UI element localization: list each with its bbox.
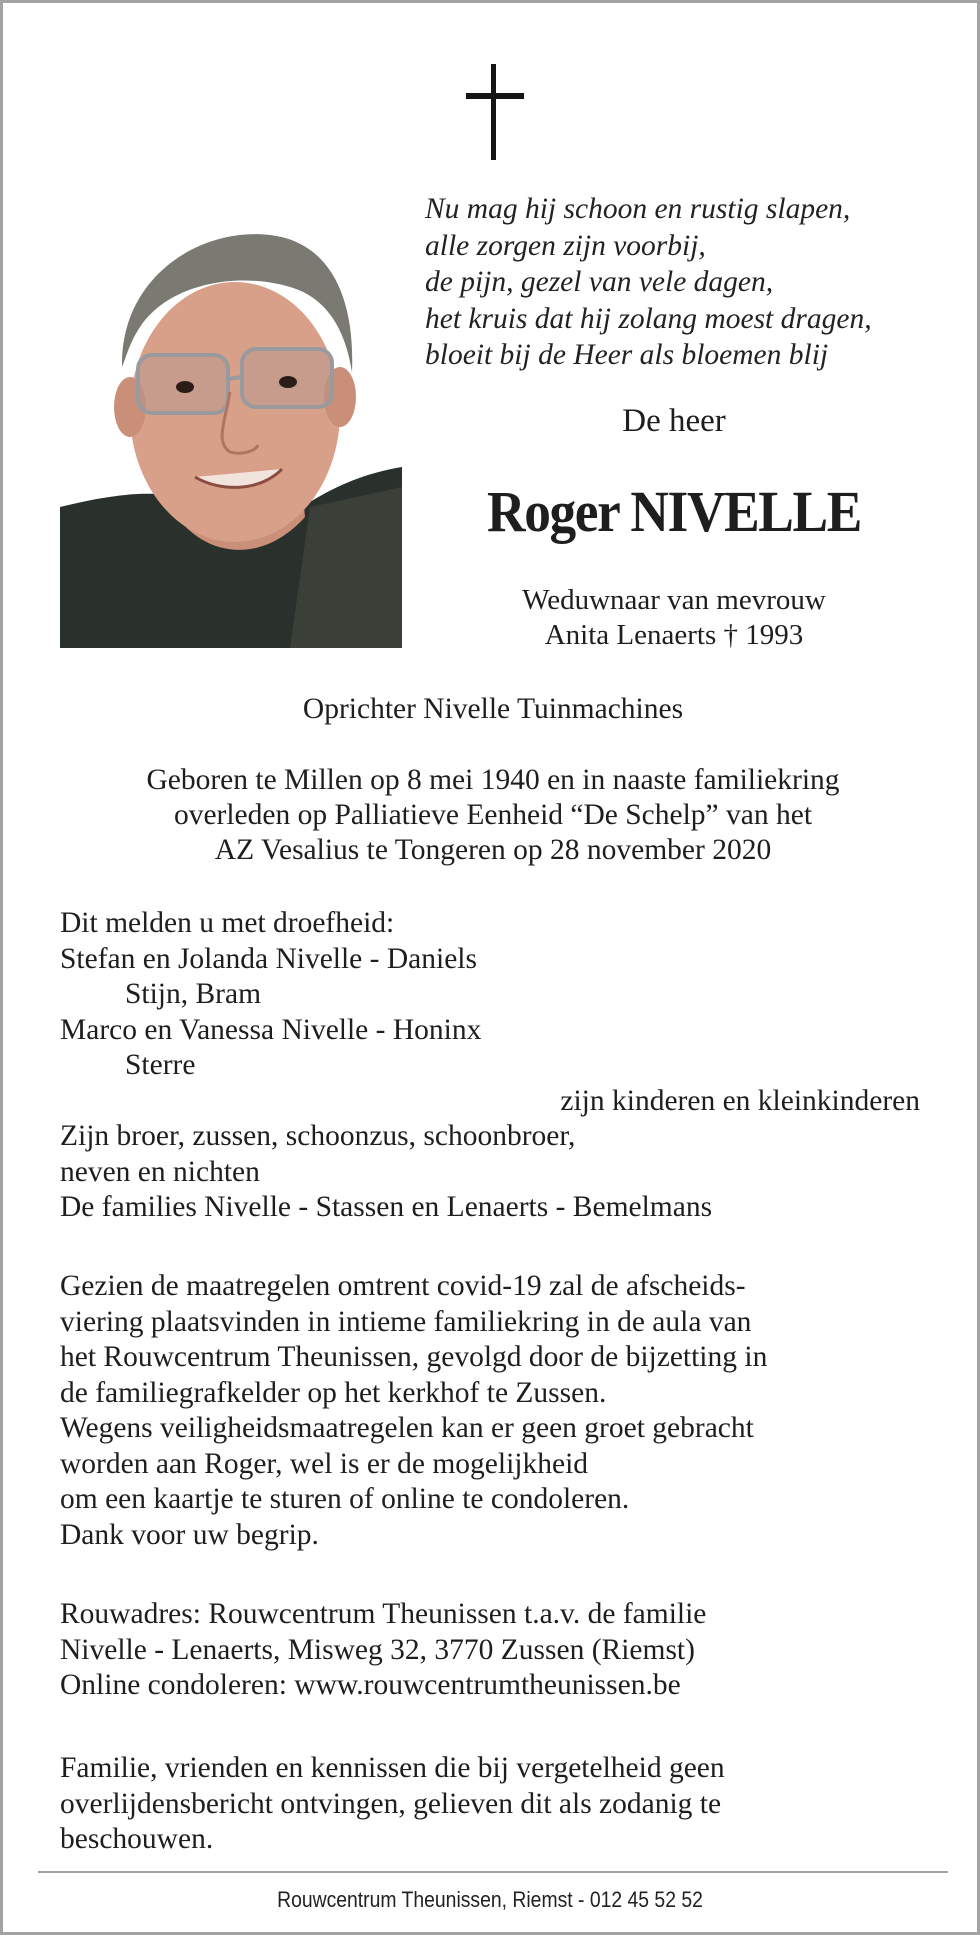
poem (425, 191, 945, 374)
address-line: Nivelle - Lenaerts, Misweg 32, 3770 Zussen (Riemst) (60, 1633, 695, 1666)
poem-line: Nu mag hij schoon en rustig slapen, (425, 193, 851, 225)
poem-line: het kruis dat hij zolang moest dragen, (425, 302, 872, 335)
birth-death-details (60, 763, 926, 868)
birth-death-line: overleden op Palliatieve Eenheid “De Schelp” van het (173, 799, 813, 831)
ceremony-notice (60, 1269, 940, 1553)
ceremony-line: om een kaartje te sturen of online te condoleren. (60, 1483, 630, 1515)
siblings-line: Zijn broer, zussen, schoonzus, schoonbroer, (60, 1120, 576, 1152)
notice-line: overlijdensbericht ontvingen, gelieven dit als zodanig te (60, 1787, 722, 1820)
ceremony-line: het Rouwcentrum Theunissen, gevolgd door de bijzetting in (60, 1341, 768, 1373)
ceremony-line: de familiegrafkelder op het kerkhof te Zussen. (60, 1376, 607, 1409)
poem-line: alle zorgen zijn voorbij, (425, 229, 706, 262)
founder-line: Oprichter Nivelle Tuinmachines (302, 693, 684, 725)
ceremony-line: Gezien de maatregelen omtrent covid-19 zal de afscheids- (60, 1270, 746, 1302)
cross-horizontal-bar (466, 93, 524, 99)
siblings-line: neven en nichten (60, 1155, 260, 1188)
address-line: Rouwadres: Rouwcentrum Theunissen t.a.v. de familie (60, 1598, 707, 1630)
children-label: zijn kinderen en kleinkinderen (560, 1084, 920, 1117)
widower-line: Weduwnaar van mevrouw (522, 584, 826, 616)
notice-line: Familie, vrienden en kennissen die bij vergetelheid geen (60, 1752, 725, 1784)
families-line: De families Nivelle - Stassen en Lenaerts - Bemelmans (60, 1191, 713, 1223)
funeral-home-footer: Rouwcentrum Theunissen, Riemst - 012 45 52 52 (277, 1887, 703, 1912)
notice-line: beschouwen. (60, 1823, 214, 1855)
ceremony-line: viering plaatsvinden in intieme familiekring in de aula van (60, 1305, 752, 1338)
family-list (60, 906, 940, 1226)
oversight-notice (60, 1751, 940, 1858)
portrait-photo (60, 207, 402, 648)
poem-line: bloeit bij de Heer als bloemen blij (425, 339, 829, 371)
family-intro: Dit melden u met droefheid: (60, 907, 395, 939)
mourning-address (60, 1597, 940, 1704)
birth-death-line: AZ Vesalius te Tongeren op 28 november 2020 (214, 834, 772, 866)
poem-line: de pijn, gezel van vele dagen, (425, 266, 774, 298)
child-couple: Stefan en Jolanda Nivelle - Daniels (60, 942, 477, 975)
condolence-link[interactable]: Online condoleren: www.rouwcentrumtheunissen.be (60, 1669, 681, 1701)
footer-divider (38, 1871, 948, 1873)
child-couple: Marco en Vanessa Nivelle - Honinx (60, 1013, 482, 1046)
widower-of (423, 583, 925, 653)
portrait-illustration (60, 207, 402, 648)
birth-death-line: Geboren te Millen op 8 mei 1940 en in naaste familiekring (146, 764, 840, 796)
ceremony-line: worden aan Roger, wel is er de mogelijkheid (60, 1447, 589, 1480)
grandchildren: Sterre (125, 1049, 196, 1081)
ceremony-line: Wegens veiligheidsmaatregelen kan er geen groet gebracht (60, 1412, 754, 1444)
deceased-name: Roger NIVELLE (487, 479, 861, 544)
cross-icon (466, 64, 524, 162)
grandchildren: Stijn, Bram (125, 978, 262, 1010)
salutation: De heer (622, 403, 726, 439)
spouse-line: Anita Lenaerts † 1993 (544, 619, 804, 651)
cross-vertical-bar (491, 64, 496, 160)
ceremony-line: Dank voor uw begrip. (60, 1518, 319, 1551)
